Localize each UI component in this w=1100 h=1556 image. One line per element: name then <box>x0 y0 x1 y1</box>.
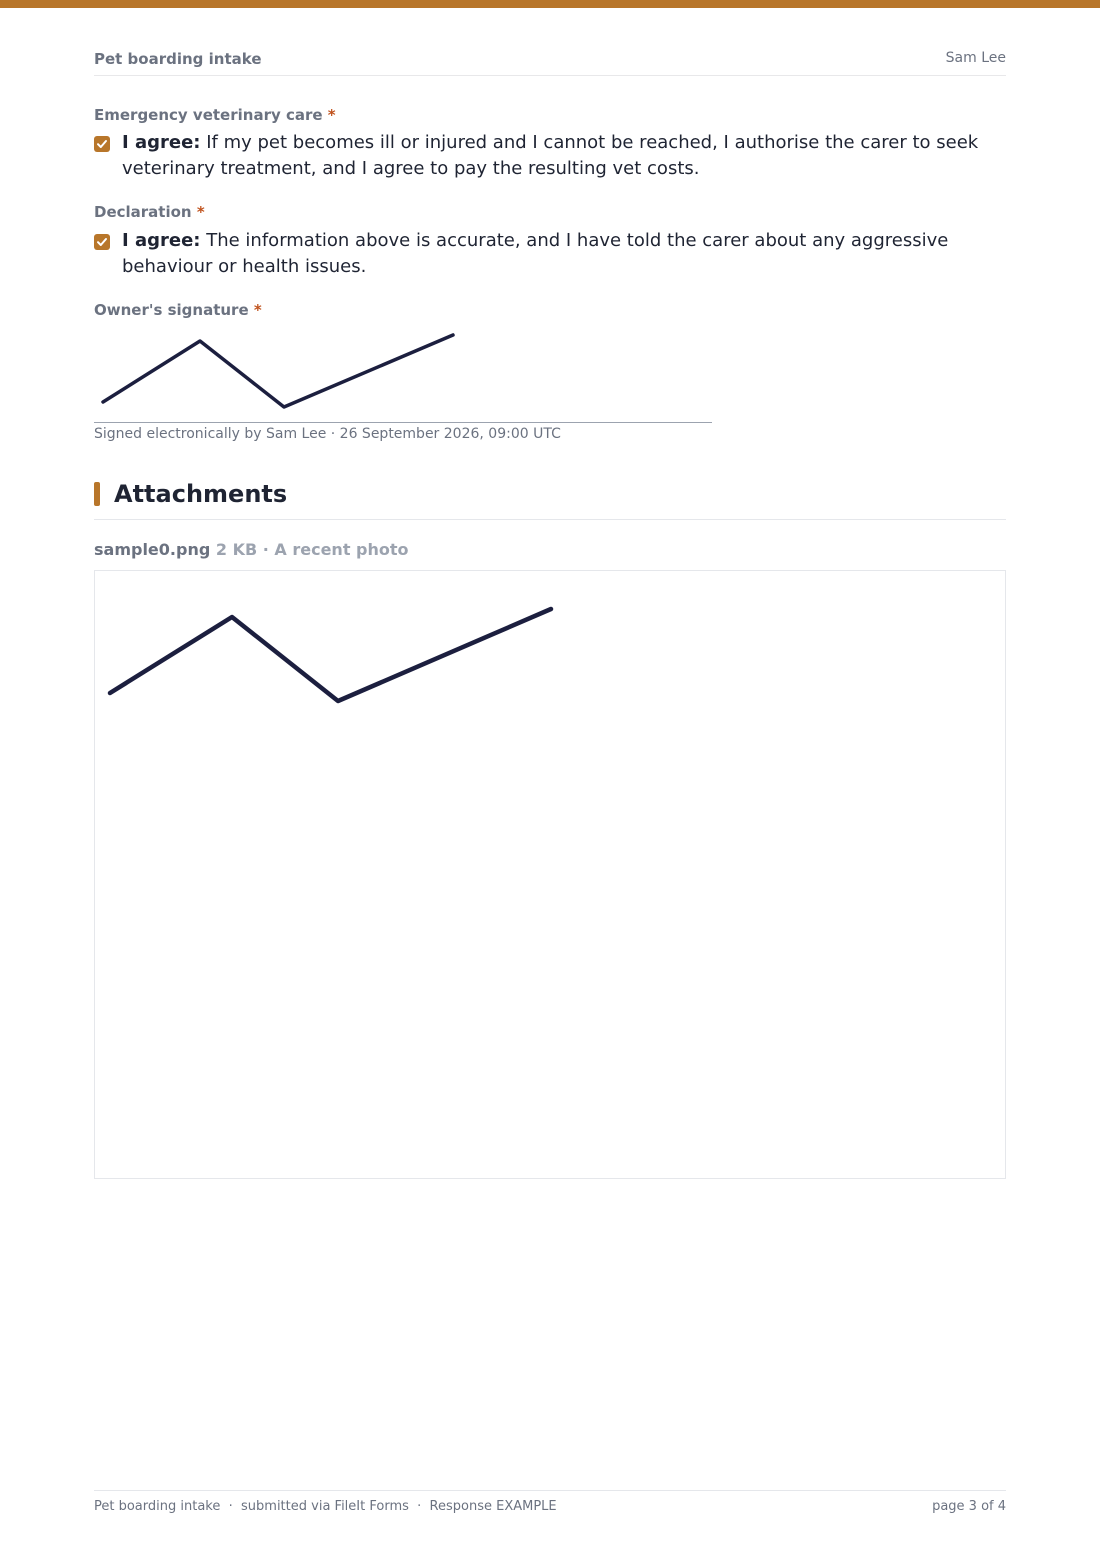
page-footer <box>94 1490 1006 1514</box>
emergency-care-label-text: Emergency veterinary care <box>94 106 323 124</box>
checkmark-icon <box>96 236 108 248</box>
required-marker: * <box>253 301 262 319</box>
emergency-care-statement: If my pet becomes ill or injured and I cannot be reached, I authorise the carer to seek veterinary treatment, and I agree to pay the resulting vet costs. <box>122 132 979 179</box>
declaration-text <box>122 228 1006 280</box>
required-marker: * <box>196 203 205 221</box>
page-number: page 3 of 4 <box>932 1499 1006 1514</box>
footer-meta: Pet boarding intake · submitted via FileIt Forms · Response EXAMPLE <box>94 1499 557 1514</box>
checkmark-icon <box>96 138 108 150</box>
declaration-label-text: Declaration <box>94 203 192 221</box>
document-title: Pet boarding intake <box>94 50 262 68</box>
emergency-care-checkbox[interactable] <box>94 136 110 152</box>
emergency-care-text <box>122 130 1006 182</box>
required-marker: * <box>327 106 336 124</box>
attachment-filename[interactable]: sample0.png <box>94 540 211 559</box>
respondent-name: Sam Lee <box>945 50 1006 66</box>
emergency-care-consent <box>94 130 1006 182</box>
signature-drawing <box>94 326 712 422</box>
signature-box <box>94 326 712 423</box>
attachment-info: 2 KB · A recent photo <box>215 540 409 559</box>
section-accent <box>94 482 100 506</box>
declaration-consent <box>94 228 1006 280</box>
signature-caption: Signed electronically by Sam Lee · 26 September 2026, 09:00 UTC <box>94 426 561 442</box>
agree-label: I agree: <box>122 230 201 251</box>
agree-label: I agree: <box>122 132 201 153</box>
signature-label-text: Owner's signature <box>94 301 249 319</box>
signature-label <box>94 301 262 319</box>
top-accent-bar <box>0 0 1100 8</box>
section-title: Attachments <box>114 480 288 508</box>
declaration-checkbox[interactable] <box>94 234 110 250</box>
attachment-meta <box>94 540 409 559</box>
declaration-statement: The information above is accurate, and I have told the carer about any aggressive behaviour or health issues. <box>122 230 949 277</box>
declaration-label <box>94 203 205 221</box>
attachment-preview[interactable] <box>94 570 1006 1179</box>
attachments-section-header <box>94 480 1006 520</box>
attachment-image <box>95 571 1005 1178</box>
emergency-care-label <box>94 106 336 124</box>
page-header <box>94 48 1006 76</box>
